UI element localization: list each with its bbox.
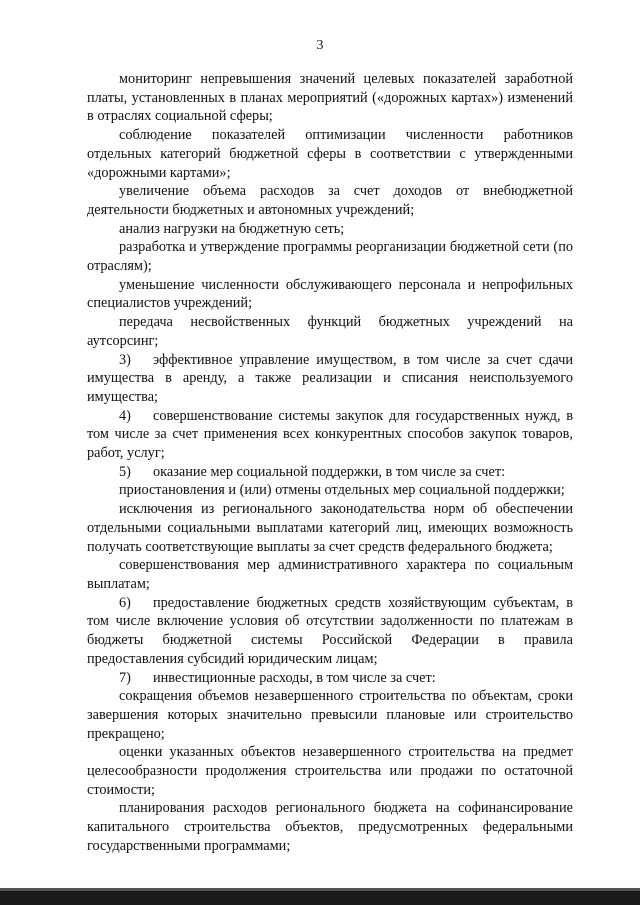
paragraph [87,743,573,799]
paragraph-text: оказание мер социальной поддержки, в том числе за счет: [153,463,506,480]
paragraph [87,556,573,593]
paragraph [87,500,573,556]
paragraph-text: эффективное управление имуществом, в том числе за счет сдачи имущества в аренду, а также реализации и списания неиспользуемого имущества; [87,351,573,405]
paragraph-text: совершенствования мер административного характера по социальным выплатам; [87,557,573,592]
numbered-item [87,407,573,463]
paragraph [87,799,573,855]
paragraph-text: передача несвойственных функций бюджетных учреждений на аутсорсинг; [87,314,573,349]
paragraph [87,70,573,126]
paragraph-text: предоставление бюджетных средств хозяйствующим субъектам, в том числе включение условия об отсутствии задолженности по платежам в бюджеты бюджетной системы Российской Федерации в правила предоставления субсидий юридическим лицам; [87,594,573,667]
item-number: 3) [119,351,131,368]
numbered-item [87,594,573,669]
paragraph-text: уменьшение численности обслуживающего персонала и непрофильных специалистов учреждений; [87,276,573,312]
numbered-item [87,669,573,688]
paragraph [87,481,573,500]
paragraph-text: соблюдение показателей оптимизации численности работников отдельных категорий бюджетной сферы в соответствии с утвержденными «дорожными картами»; [87,127,573,181]
paragraph [87,126,573,182]
paragraph [87,182,573,219]
numbered-item [87,463,573,482]
paragraph-text: приостановления и (или) отмены отдельных мер социальной поддержки; [119,482,565,499]
paragraph [87,276,573,313]
paragraph-text: сокращения объемов незавершенного строительства по объектам, сроки завершения которых значительно превысили плановые или строительство прекращено; [87,688,573,742]
item-number: 5) [119,463,131,480]
paragraph [87,687,573,743]
paragraph-text: оценки указанных объектов незавершенного строительства на предмет целесообразности продолжения строительства или продажи по остаточной стоимости; [87,744,573,798]
item-number: 7) [119,669,131,686]
document-body [87,70,573,856]
item-number: 6) [119,594,131,611]
paragraph [87,238,573,275]
paragraph [87,220,573,239]
paragraph-text: инвестиционные расходы, в том числе за счет: [153,669,436,686]
paragraph-text: мониторинг непревышения значений целевых показателей заработной платы, установленных в планах мероприятий («дорожных картах») изменений в отраслях социальной сферы; [87,71,573,125]
paragraph-text: анализ нагрузки на бюджетную сеть; [119,220,345,237]
page-number: 3 [316,38,324,53]
paragraph-text: совершенствование системы закупок для государственных нужд, в том числе за счет применения всех конкурентных способов закупок товаров, работ, услуг; [87,407,573,462]
paragraph-text: разработка и утверждение программы реорганизации бюджетной сети (по отраслям); [87,239,573,275]
paragraph-text: планирования расходов регионального бюджета на софинансирование капитального строительства объектов, предусмотренных федеральными государственными программами; [87,800,573,854]
numbered-item [87,351,573,407]
paragraph [87,313,573,350]
scan-bottom-edge-highlight [0,888,640,891]
paragraph-text: увеличение объема расходов за счет доходов от внебюджетной деятельности бюджетных и автономных учреждений; [87,183,573,218]
item-number: 4) [119,407,131,424]
paragraph-text: исключения из регионального законодательства норм об обеспечении отдельными социальными выплатами категорий лиц, имеющих возможность получать соответствующие выплаты за счет средств федерального бюджета; [87,501,573,555]
